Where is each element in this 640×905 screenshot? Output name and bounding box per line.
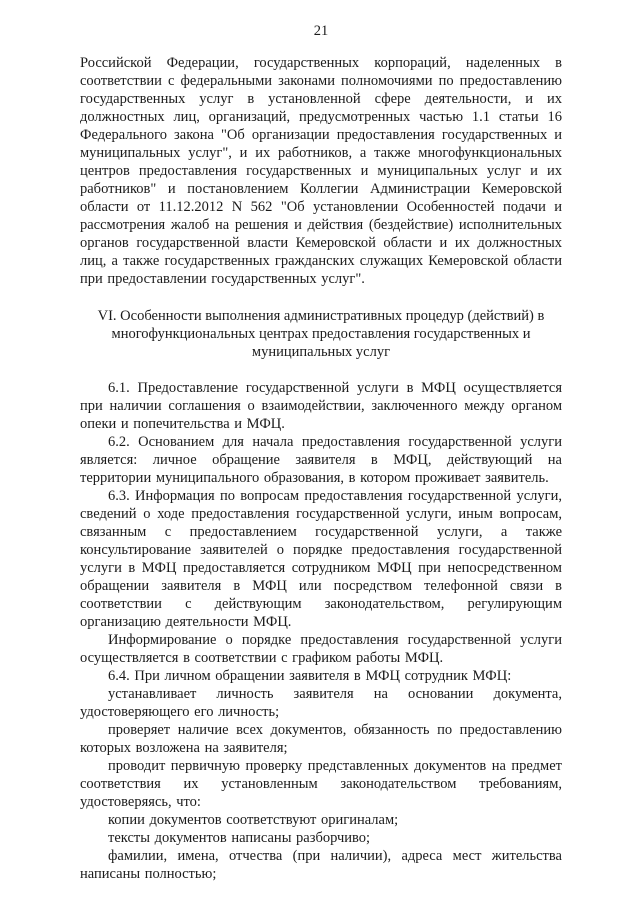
paragraph-6-1: 6.1. Предоставление государственной услуги в МФЦ осуществляется при наличии соглашения о взаимодействии, заключенного между органом опеки и попечительства и МФЦ. <box>80 380 562 432</box>
section-heading: VI. Особенности выполнения административных процедур (действий) в многофункциональных центрах предоставления государственных и муниципальных услуг <box>97 308 545 360</box>
paragraph-6-4: 6.4. При личном обращении заявителя в МФЦ сотрудник МФЦ: <box>108 668 512 684</box>
paragraph-names-full: фамилии, имена, отчества (при наличии), адреса мест жительства написаны полностью; <box>80 848 562 882</box>
paragraph-documents-check: проверяет наличие всех документов, обязанность по предоставлению которых возложена на заявителя; <box>80 722 562 756</box>
intro-paragraph: Российской Федерации, государственных корпораций, наделенных в соответствии с федеральными законами полномочиями по предоставлению государственных услуг в установленной сфере деятельности, и их должностных лиц, организаций, предусмотренных частью 1.1 статьи 16 Федерального закона "Об организации предоставления государственных и муниципальных услуг", и их работников, а также многофункциональных центров предоставления государственных и муниципальных услуг и их работников" и постановлением Коллегии Администрации Кемеровской области от 11.12.2012 N 562 "Об установлении Особенностей подачи и рассмотрения жалоб на решения и действия (бездействие) исполнительных органов государственной власти Кемеровской области и их должностных лиц, а также государственных гражданских служащих Кемеровской области при предоставлении государственных услуг". <box>80 55 562 287</box>
paragraph-6-3: 6.3. Информация по вопросам предоставления государственной услуги, сведений о ходе предоставления государственной услуги, иным вопросам, связанным с предоставлением государственной услуги, а также консультирование заявителей о порядке предоставления государственной услуги в МФЦ предоставляется сотрудником МФЦ при непосредственном обращении заявителя в МФЦ или посредством телефонной связи в соответствии с действующим законодательством, регулирующим организацию деятельности МФЦ. <box>80 488 562 630</box>
paragraph-primary-verification: проводит первичную проверку представленных документов на предмет соответствия их установленным законодательством требованиям, удостоверяясь, что: <box>80 758 562 810</box>
paragraph-copies-match: копии документов соответствуют оригиналам; <box>108 812 399 828</box>
paragraph-identity-check: устанавливает личность заявителя на основании документа, удостоверяющего его личность; <box>80 686 562 720</box>
paragraph-6-2: 6.2. Основанием для начала предоставления государственной услуги является: личное обращение заявителя в МФЦ, действующий на территории муниципального образования, в котором проживает заявитель. <box>80 434 562 486</box>
paragraph-texts-legible: тексты документов написаны разборчиво; <box>108 830 371 846</box>
page-number: 21 <box>313 23 329 39</box>
paragraph-informing: Информирование о порядке предоставления государственной услуги осуществляется в соответствии с графиком работы МФЦ. <box>80 632 562 666</box>
